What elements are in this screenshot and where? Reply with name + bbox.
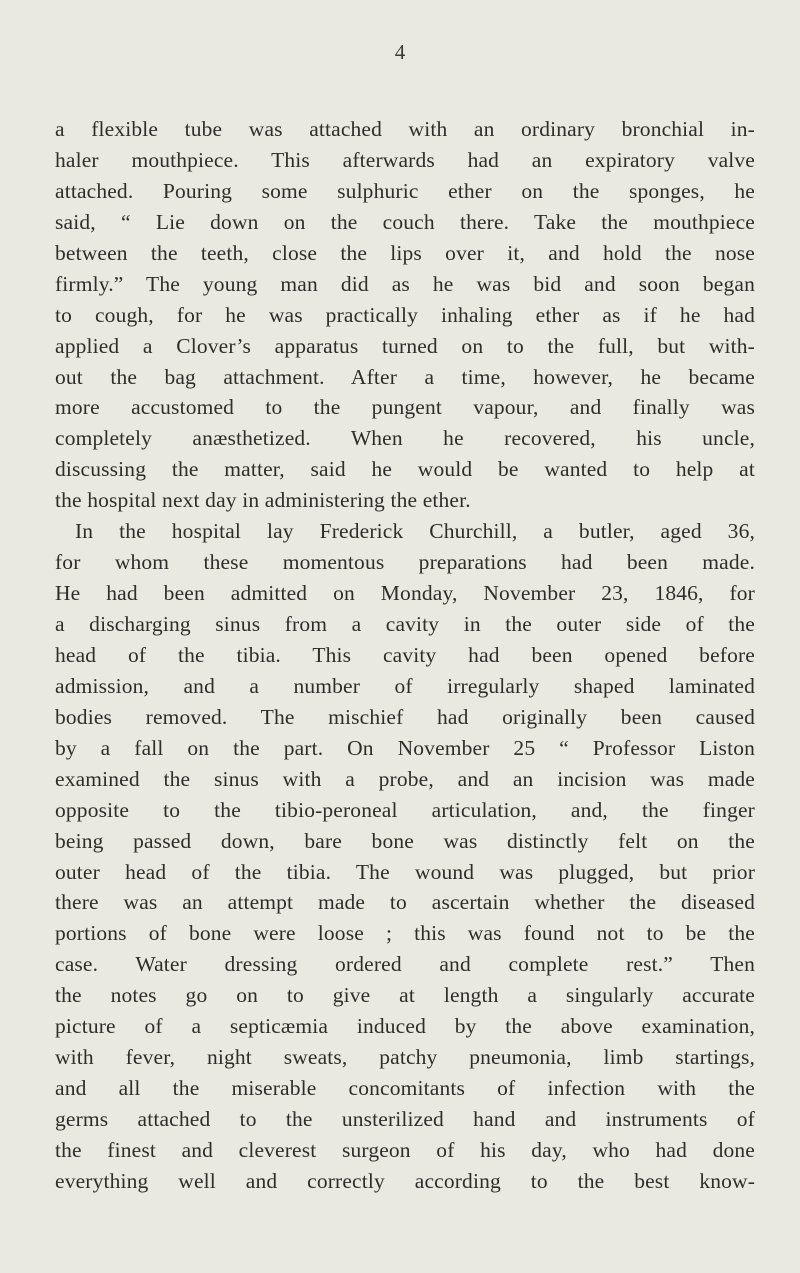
text-line: everything well and correctly according to the best know- xyxy=(55,1168,755,1193)
text-line: out the bag attachment. After a time, however, he became xyxy=(55,364,755,389)
text-line: portions of bone were loose ; this was found not to be the xyxy=(55,921,755,946)
text-line: the hospital next day in administering the ether. xyxy=(55,488,471,513)
page-number: 4 xyxy=(394,40,406,64)
text-line: outer head of the tibia. The wound was plugged, but prior xyxy=(55,859,755,884)
text-line: there was an attempt made to ascertain whether the diseased xyxy=(55,890,755,915)
text-line: bodies removed. The mischief had originally been caused xyxy=(55,704,755,729)
text-line: admission, and a number of irregularly shaped laminated xyxy=(55,673,755,698)
text-line: a discharging sinus from a cavity in the outer side of the xyxy=(55,612,755,636)
text-line: with fever, night sweats, patchy pneumonia, limb startings, xyxy=(55,1045,755,1070)
text-line: discussing the matter, said he would be wanted to help at xyxy=(55,457,755,482)
text-line: opposite to the tibio-peroneal articulation, and, the finger xyxy=(55,797,755,822)
paragraph-start: In the hospital lay Frederick Churchill, a butler, aged 36, xyxy=(75,519,755,544)
text-line: haler mouthpiece. This afterwards had an expiratory valve xyxy=(55,147,755,172)
text-line: picture of a septicæmia induced by the above examination, xyxy=(55,1014,755,1039)
text-line: head of the tibia. This cavity had been opened before xyxy=(55,642,755,667)
text-line: case. Water dressing ordered and complete rest.” Then xyxy=(55,952,755,977)
text-line: examined the sinus with a probe, and an incision was made xyxy=(55,766,755,791)
text-line: attached. Pouring some sulphuric ether on the sponges, he xyxy=(55,178,755,203)
text-line: completely anæsthetized. When he recovered, his uncle, xyxy=(55,426,755,451)
body-text xyxy=(55,114,755,1197)
text-line: the notes go on to give at length a singularly accurate xyxy=(55,983,755,1008)
text-line: by a fall on the part. On November 25 “ Professor Liston xyxy=(55,735,755,760)
text-line: firmly.” The young man did as he was bid and soon began xyxy=(55,271,755,296)
text-line: to cough, for he was practically inhaling ether as if he had xyxy=(55,302,755,327)
text-line: germs attached to the unsterilized hand and instruments of xyxy=(55,1107,755,1131)
text-line: said, “ Lie down on the couch there. Take the mouthpiece xyxy=(55,209,755,234)
text-line: the finest and cleverest surgeon of his day, who had done xyxy=(55,1137,755,1162)
text-line: being passed down, bare bone was distinctly felt on the xyxy=(55,828,755,853)
text-line: applied a Clover’s apparatus turned on to the full, but with- xyxy=(55,333,755,358)
text-line: He had been admitted on Monday, November 23, 1846, for xyxy=(55,581,755,606)
text-line: for whom these momentous preparations had been made. xyxy=(55,550,755,575)
text-line: a flexible tube was attached with an ordinary bronchial in- xyxy=(55,117,755,141)
text-line: between the teeth, close the lips over it, and hold the nose xyxy=(55,240,755,265)
text-line: and all the miserable concomitants of infection with the xyxy=(55,1076,755,1101)
text-line: more accustomed to the pungent vapour, and finally was xyxy=(55,395,755,420)
